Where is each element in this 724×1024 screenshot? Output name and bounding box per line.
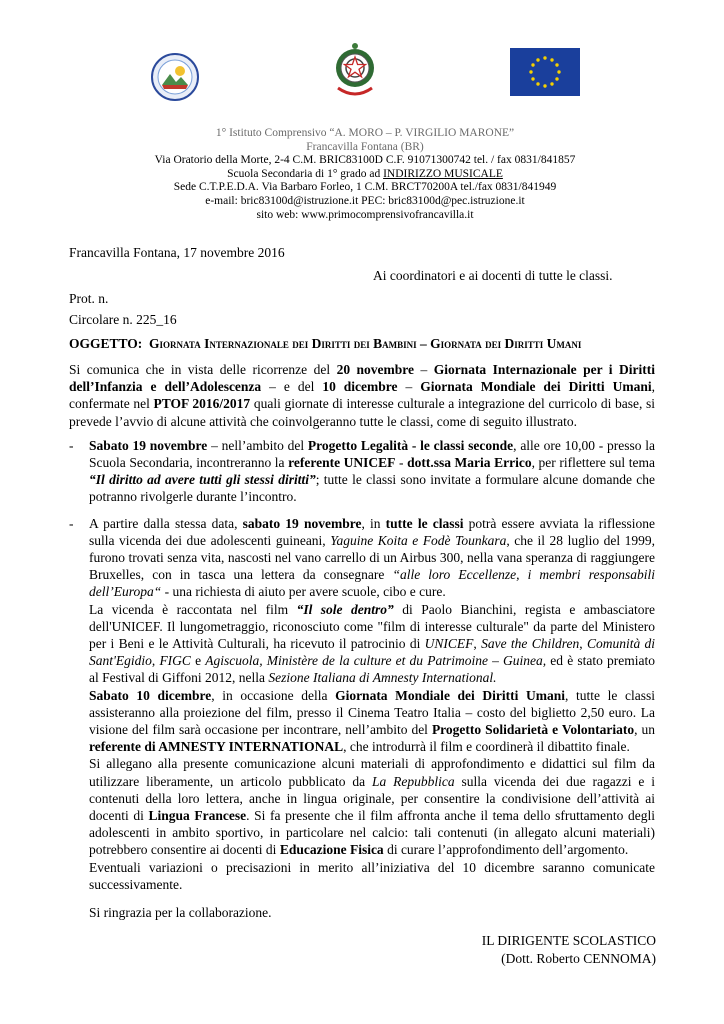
school-ctpeda: Sede C.T.P.E.D.A. Via Barbaro Forleo, 1 C.M. BRCT70200A tel./fax 0831/841949 <box>173 181 557 194</box>
story-paragraph: La vicenda è raccontata nel film “Il sole dentro” di Paolo Bianchini, regista e ambasciatore dell'UNICEF. Il lungometraggio, riconosciuto come "film di interesse culturale" da parte del Ministero per i Beni e le Attività Culturali, ha ricevuto il patrocinio di UNICEF, Save the Children, Comunità di Sant'Egidio, FIGC e Agiscuola, Ministère de la culture et du Patrimoine – Guinea, ed è stato premiato al Festival di Giffoni 2012, nella Sezione Italiana di Amnesty International. <box>89 601 656 686</box>
eu-flag-icon <box>510 48 580 96</box>
screening-paragraph: Sabato 10 dicembre, in occasione della Giornata Mondiale dei Diritti Umani, tutte le classi assisteranno alla proiezione del film, presso il Cinema Teatro Italia – costo del biglietto 2,50 euro. La visione del film sarà occasione per incontrare, nell’ambito del Progetto Solidarietà e Volontariato, un referente di AMNESTY INTERNATIONAL, che introdurrà il film e coordinerà il dibattito finale. <box>89 687 656 755</box>
circular-number: Circolare n. 225_16 <box>69 312 177 327</box>
bullet-item: - Sabato 19 novembre – nell’ambito del Progetto Legalità - le classi seconde, alle ore 10,00 - presso la Scuola Secondaria, incontreranno la referente UNICEF - dott.ssa Maria Errico, per riflettere sul tema “Il diritto ad avere tutti gli stessi diritti”; tutte le classi sono invitate a formulare alcune domande che potranno rivolgerle durante l’incontro. <box>69 437 655 505</box>
variations-paragraph: Eventuali variazioni o precisazioni in merito all’iniziativa del 10 dicembre saranno comunicate successivamente. <box>89 859 655 892</box>
school-header <box>70 127 660 222</box>
materials-paragraph: Si allegano alla presente comunicazione alcuni materiali di approfondimento e didattici sul film da utilizzare liberamente, un articolo pubblicato da La Repubblica sulla vicenda dei due ragazzi e i contenuti della loro lettera, anche in lingua originale, per consentire la condivisione dell’attività ai docenti di Lingua Francese. Si fa presente che il film affronta anche il tema dello sfruttamento degli adolescenti in ambito sportivo, in particolare nel calcio: tali contenuti (in allegato alcuni materiali) potrebbero consentire ai docenti di Educazione Fisica di curare l’approfondimento dell’argomento. <box>89 756 655 858</box>
school-logo-icon <box>150 52 200 102</box>
signature-name: (Dott. Roberto CENNOMA) <box>501 950 656 966</box>
recipients: Ai coordinatori e ai docenti di tutte le classi. <box>373 268 613 283</box>
school-name: 1° Istituto Comprensivo “A. MORO – P. VIRGILIO MARONE” <box>215 127 515 139</box>
intro-paragraph: Si comunica che in vista delle ricorrenze del 20 novembre – Giornata Internazionale per i Diritti dell’Infanzia e dell’Adolescenza – e del 10 dicembre – Giornata Mondiale dei Diritti Umani, confermate nel PTOF 2016/2017 quali giornate di interesse culturale a integrazione del curricolo di base, si prevede l’avvio di alcune attività che coinvolgeranno tutte le classi, come di seguito illustrato. <box>69 362 655 429</box>
protocol-number: Prot. n. <box>69 291 109 306</box>
signature-title: IL DIRIGENTE SCOLASTICO <box>481 933 656 948</box>
italian-republic-emblem-icon <box>330 40 380 102</box>
signature-block <box>470 932 656 967</box>
subject-line: OGGETTO: Giornata Internazionale dei Diritti dei Bambini – Giornata dei Diritti Umani <box>69 336 582 351</box>
school-secondary: Scuola Secondaria di 1° grado ad INDIRIZZO MUSICALE <box>227 167 503 180</box>
letter-body <box>69 361 655 921</box>
school-email: e-mail: bric83100d@istruzione.it PEC: bric83100d@pec.istruzione.it <box>205 194 525 207</box>
school-website: sito web: www.primocomprensivofrancavilla.it <box>256 208 474 221</box>
film-paragraph: A partire dalla stessa data, sabato 19 novembre, in tutte le classi potrà essere avviata la riflessione sulla vicenda dei due adolescenti guineani, Yaguine Koita e Fodè Tounkara, che il 28 luglio del 1999, furono trovati senza vita, nascosti nel vano carrello di un Airbus 300, nella vana speranza di raggiungere Bruxelles, con in tasca una lettera da consegnare “alle loro Eccellenze, i membri responsabili dell’Europa“ - una richiesta di aiuto per avere scuole, cibo e cure. <box>89 515 656 600</box>
school-address: Via Oratorio della Morte, 2-4 C.M. BRIC83100D C.F. 91071300742 tel. / fax 0831/841857 <box>154 154 576 167</box>
place-date: Francavilla Fontana, 17 novembre 2016 <box>69 245 285 260</box>
bullet-item: - A partire dalla stessa data, sabato 19 novembre, in tutte le classi potrà essere avviata la riflessione sulla vicenda dei due adolescenti guineani, Yaguine Koita e Fodè Tounkara, che il 28 luglio del 1999, furono trovati senza vita, nascosti nel vano carrello di un Airbus 300, nella vana speranza di raggiungere Bruxelles, con in tasca una lettera da consegnare “alle loro Eccellenze, i membri responsabili dell’Europa“ - una richiesta di aiuto per avere scuole, cibo e cure. La vicenda è raccontata nel film “Il sole dentro” di Paolo Bianchini, regista e ambasciatore dell'UNICEF. Il lungometraggio, riconosciuto come "film di interesse culturale" da parte del Ministero per i Beni e le Attività Culturali, ha ricevuto il patrocinio di UNICEF, Save the Children, Comunità di Sant'Egidio, FIGC e Agiscuola, Ministère de la culture et du Patrimoine – Guinea, ed è stato premiato al Festival di Giffoni 2012, nella Sezione Italiana di Amnesty International. Sabato 10 dicembre, in occasione della Giornata Mondiale dei Diritti Umani, tutte le classi assisteranno alla proiezione del film, presso il Cinema Teatro Italia – costo del biglietto 2,50 euro. La visione del film sarà occasione per incontrare, nell’ambito del Progetto Solidarietà e Volontariato, un referente di AMNESTY INTERNATIONAL, che introdurrà il film e coordinerà il dibattito finale. Si allegano alla presente comunicazione alcuni materiali di approfondimento e didattici sul film da utilizzare liberamente, un articolo pubblicato da La Repubblica sulla vicenda dei due ragazzi e i contenuti della loro lettera, anche in lingua originale, per consentire la condivisione dell’attività ai docenti di Lingua Francese. Si fa presente che il film affronta anche il tema dello sfruttamento degli adolescenti in ambito sportivo, in particolare nel calcio: tali contenuti (in allegato alcuni materiali) potrebbero consentire ai docenti di Educazione Fisica di curare l’approfondimento dell’argomento. Eventuali variazioni o precisazioni in merito all’iniziativa del 10 dicembre saranno comunicate successivamente. Si ringrazia per la collaborazione. <box>69 515 656 921</box>
school-city: Francavilla Fontana (BR) <box>306 140 424 153</box>
thanks-line: Si ringrazia per la collaborazione. <box>89 905 272 921</box>
